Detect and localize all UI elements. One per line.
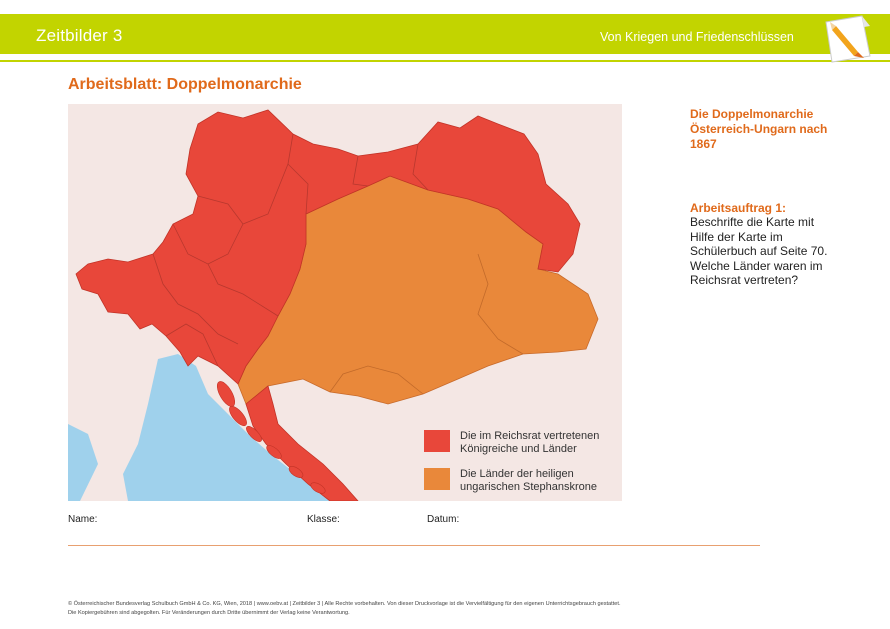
name-label: Name: [68, 514, 98, 525]
legend-label-reichsrat-2: Königreiche und Länder [460, 443, 577, 455]
legend-label-stephanskrone-2: ungarischen Stephanskrone [460, 481, 597, 493]
date-label: Datum: [427, 514, 460, 525]
footer-line: Die Kopiergebühren sind abgegolten. Für Veränderungen durch Dritte übernimmt der Verlag keine Verantwortung. [68, 610, 350, 616]
legend-swatch-reichsrat [424, 430, 450, 452]
footer-line: © Österreichischer Bundesverlag Schulbuch GmbH & Co. KG, Wien, 2018 | www.oebv.at | Zeitbilder 3 | Alle Rechte vorbehalten. Von dieser Druckvorlage ist die Vervielfältigung für den eigenen Unterrichtsgebrauch gestattet. [68, 601, 621, 607]
header-subtitle: Von Kriegen und Friedenschlüssen [600, 30, 794, 44]
task-text-line: Reichsrat vertreten? [690, 273, 799, 287]
class-label: Klasse: [307, 514, 340, 525]
task-text-line: Hilfe der Karte im [690, 229, 783, 244]
task-text-line: Welche Länder waren im [690, 258, 823, 273]
task-heading: Arbeitsauftrag 1: [690, 201, 787, 215]
legend-label-reichsrat-1: Die im Reichsrat vertretenen [460, 430, 600, 442]
map-caption-line: 1867 [690, 137, 717, 151]
legend-label-stephanskrone-1: Die Länder der heiligen [460, 468, 574, 480]
task-text-line: Beschrifte die Karte mit [690, 215, 815, 229]
task-text [690, 215, 830, 288]
pencil-paper-icon [818, 12, 878, 64]
task-text-line: Schülerbuch auf Seite 70. [690, 244, 828, 258]
header-divider [0, 60, 890, 62]
header-title: Zeitbilder 3 [36, 26, 123, 45]
form-writing-line[interactable] [68, 545, 760, 546]
worksheet-title: Arbeitsblatt: Doppelmonarchie [68, 76, 302, 93]
map [68, 104, 622, 501]
legend-swatch-stephanskrone [424, 468, 450, 490]
map-caption-line: Die Doppelmonarchie [690, 107, 814, 121]
footer [68, 600, 848, 618]
map-caption [690, 107, 840, 152]
map-caption-line: Österreich-Ungarn nach [690, 122, 828, 136]
